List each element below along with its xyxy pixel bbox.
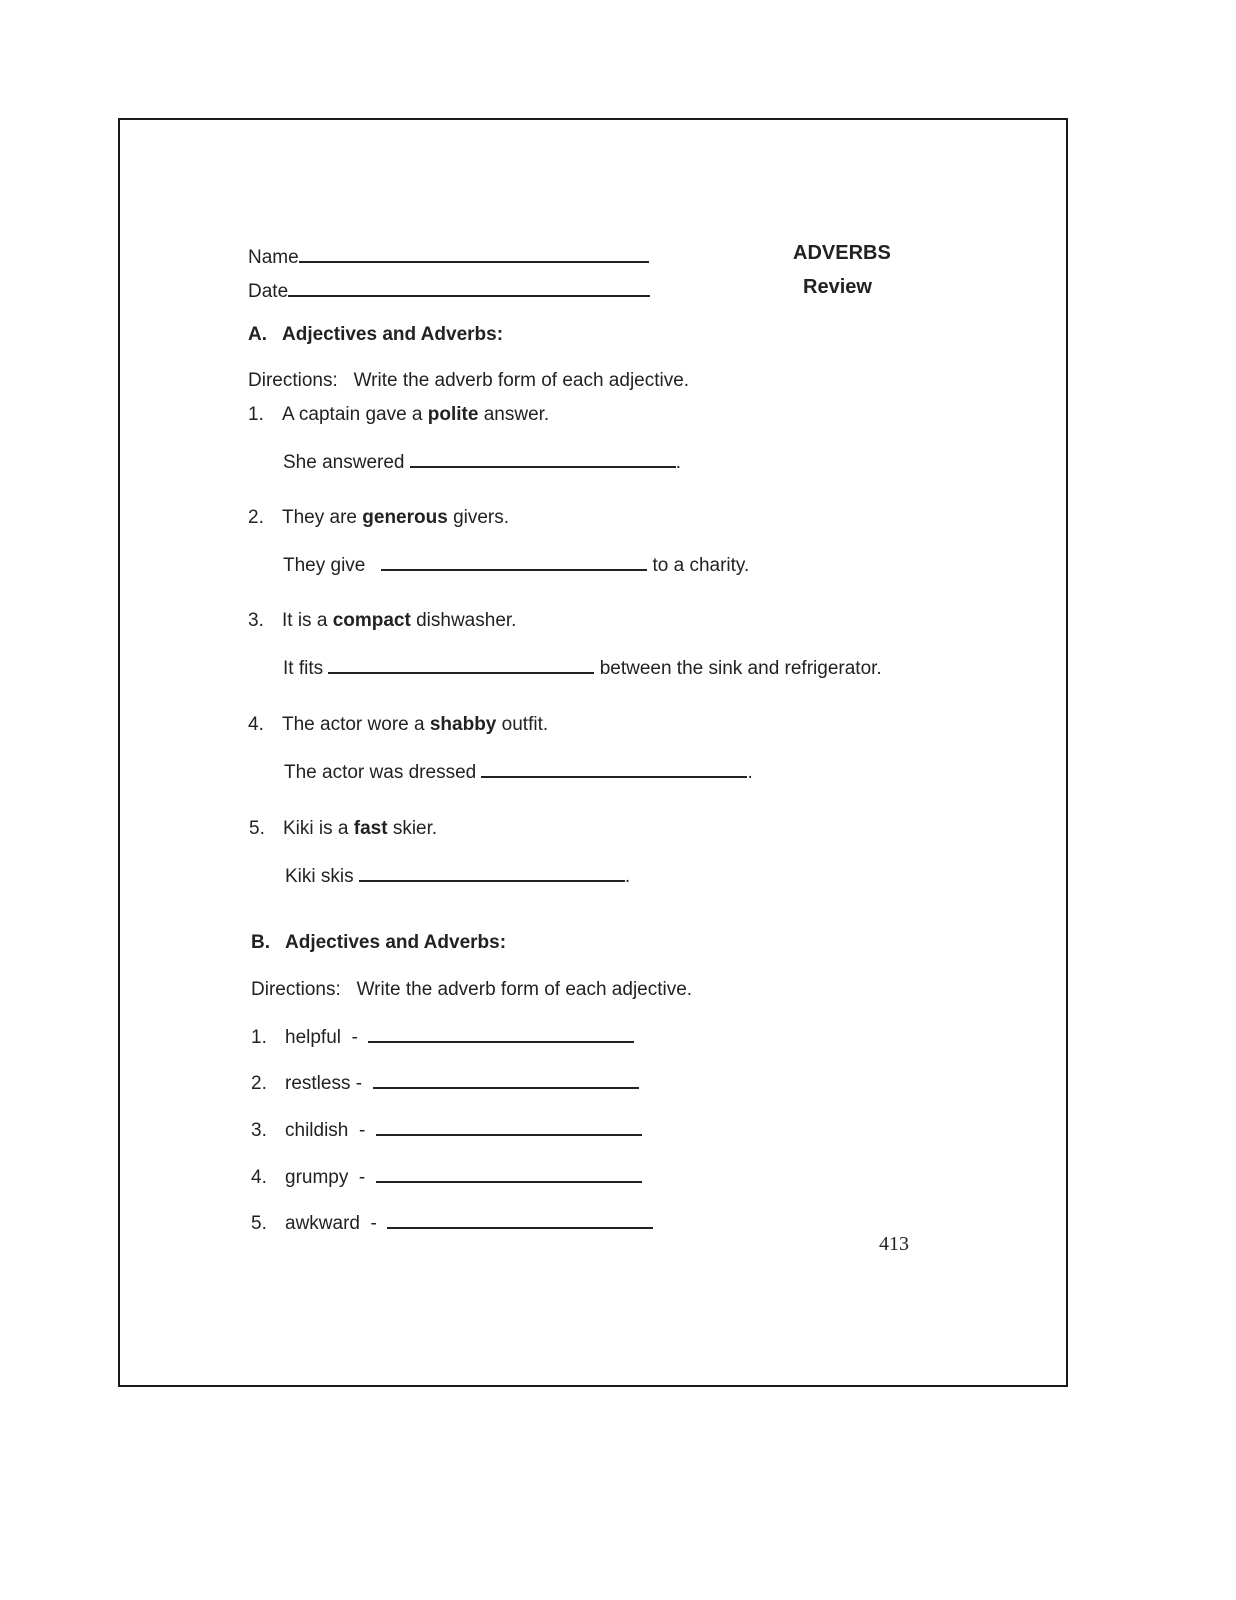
question-text: givers. bbox=[453, 507, 510, 528]
question-text: A captain gave a bbox=[282, 404, 423, 425]
directions-text: Write the adverb form of each adjective. bbox=[356, 979, 693, 1000]
question-number: 2. bbox=[248, 507, 264, 528]
question-text: It is a bbox=[282, 610, 328, 631]
item-number: 2. bbox=[251, 1073, 267, 1094]
page-number: 413 bbox=[879, 1233, 909, 1255]
answer-a4 bbox=[284, 760, 753, 784]
section-a-directions bbox=[248, 370, 689, 392]
answer-blank[interactable] bbox=[381, 553, 647, 571]
vocab-item-b5 bbox=[251, 1211, 653, 1235]
adjective: shabby bbox=[429, 714, 497, 735]
adjective-word: childish bbox=[285, 1120, 349, 1141]
section-b-heading bbox=[251, 932, 506, 954]
answer-prompt: The actor was dressed bbox=[284, 762, 477, 783]
page-subtitle: Review bbox=[803, 276, 872, 298]
dash: - bbox=[358, 1120, 366, 1141]
answer-a3 bbox=[283, 656, 882, 680]
date-field bbox=[248, 279, 650, 303]
answer-blank[interactable] bbox=[376, 1165, 642, 1183]
answer-suffix: . bbox=[675, 452, 682, 473]
answer-blank[interactable] bbox=[373, 1071, 639, 1089]
adjective-word: restless bbox=[285, 1073, 351, 1094]
section-b-letter: B. bbox=[251, 932, 270, 953]
answer-suffix: . bbox=[624, 866, 631, 887]
adjective: fast bbox=[353, 818, 388, 839]
name-label: Name bbox=[248, 247, 299, 268]
item-number: 5. bbox=[251, 1213, 267, 1234]
question-text: They are bbox=[282, 507, 357, 528]
question-number: 1. bbox=[248, 404, 264, 425]
adjective: polite bbox=[427, 404, 479, 425]
page-border bbox=[118, 118, 1068, 1387]
adjective-word: grumpy bbox=[285, 1167, 349, 1188]
answer-a1 bbox=[283, 450, 681, 474]
answer-a2 bbox=[283, 553, 749, 577]
adjective-word: awkward bbox=[285, 1213, 360, 1234]
section-b-title: Adjectives and Adverbs: bbox=[285, 932, 507, 953]
vocab-item-b3 bbox=[251, 1118, 642, 1142]
answer-suffix: . bbox=[747, 762, 753, 783]
dash: - bbox=[358, 1167, 366, 1188]
page-title: ADVERBS bbox=[793, 242, 891, 264]
question-a5 bbox=[249, 818, 437, 840]
directions-text: Write the adverb form of each adjective. bbox=[353, 370, 690, 391]
answer-suffix: between the sink and refrigerator. bbox=[599, 658, 882, 679]
vocab-item-b1 bbox=[251, 1025, 634, 1049]
answer-suffix: to a charity. bbox=[652, 555, 750, 576]
question-text: Kiki is a bbox=[283, 818, 349, 839]
section-a-heading bbox=[248, 324, 503, 346]
answer-blank[interactable] bbox=[376, 1118, 642, 1136]
vocab-item-b4 bbox=[251, 1165, 642, 1189]
answer-blank[interactable] bbox=[410, 450, 676, 468]
answer-prompt: It fits bbox=[283, 658, 324, 679]
question-text: dishwasher. bbox=[416, 610, 517, 631]
date-blank[interactable] bbox=[288, 279, 650, 297]
answer-blank[interactable] bbox=[359, 864, 625, 882]
directions-label: Directions: bbox=[248, 370, 338, 391]
date-label: Date bbox=[248, 281, 289, 302]
answer-blank[interactable] bbox=[481, 760, 747, 778]
answer-blank[interactable] bbox=[328, 656, 594, 674]
answer-prompt: They give bbox=[283, 555, 366, 576]
directions-label: Directions: bbox=[251, 979, 341, 1000]
answer-blank[interactable] bbox=[368, 1025, 634, 1043]
vocab-item-b2 bbox=[251, 1071, 639, 1095]
answer-blank[interactable] bbox=[387, 1211, 653, 1229]
section-a-letter: A. bbox=[248, 324, 267, 345]
dash: - bbox=[355, 1073, 363, 1094]
question-text: The actor wore a bbox=[282, 714, 425, 735]
adjective: compact bbox=[332, 610, 411, 631]
name-blank[interactable] bbox=[299, 245, 649, 263]
question-text: skier. bbox=[392, 818, 438, 839]
answer-a5 bbox=[285, 864, 630, 888]
question-number: 3. bbox=[248, 610, 264, 631]
section-a-title: Adjectives and Adverbs: bbox=[282, 324, 504, 345]
adjective: generous bbox=[362, 507, 448, 528]
question-text: outfit. bbox=[501, 714, 549, 735]
dash: - bbox=[351, 1027, 358, 1048]
answer-prompt: Kiki skis bbox=[285, 866, 354, 887]
question-a1 bbox=[248, 404, 549, 426]
question-a4 bbox=[248, 714, 548, 736]
answer-prompt: She answered bbox=[283, 452, 405, 473]
name-field bbox=[248, 245, 649, 269]
dash: - bbox=[370, 1213, 377, 1234]
item-number: 3. bbox=[251, 1120, 267, 1141]
question-number: 4. bbox=[248, 714, 264, 735]
adjective-word: helpful bbox=[285, 1027, 341, 1048]
question-a2 bbox=[248, 507, 509, 529]
section-b-directions bbox=[251, 979, 692, 1001]
item-number: 4. bbox=[251, 1167, 267, 1188]
question-a3 bbox=[248, 610, 516, 632]
question-number: 5. bbox=[249, 818, 265, 839]
item-number: 1. bbox=[251, 1027, 267, 1048]
question-text: answer. bbox=[483, 404, 550, 425]
